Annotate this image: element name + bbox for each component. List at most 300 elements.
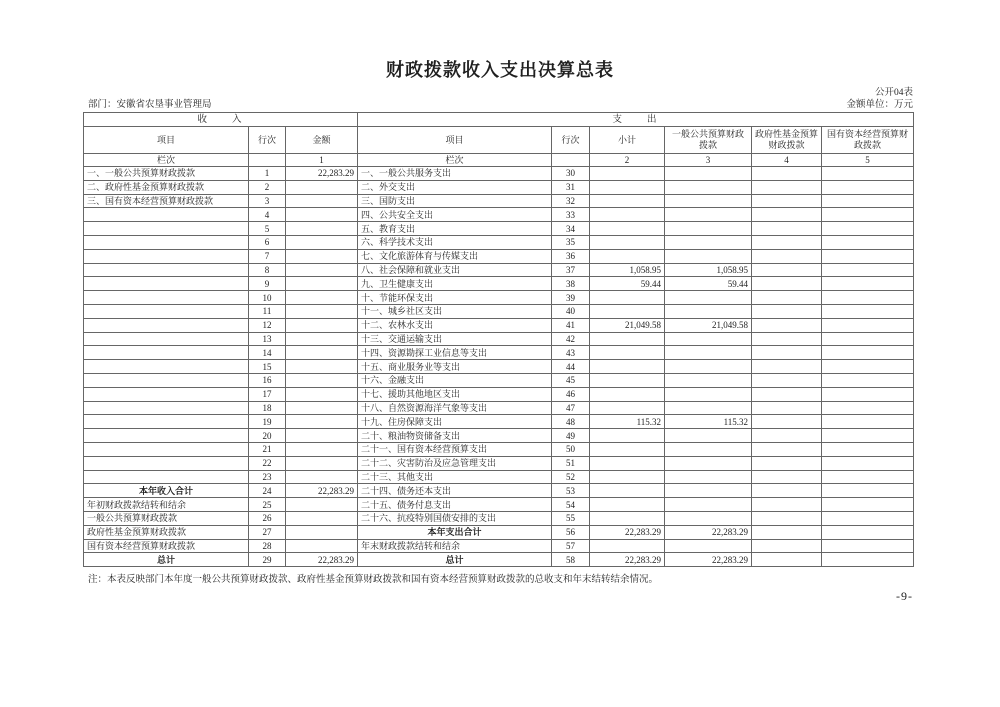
expenditure-general-budget-cell: 21,049.58 [665, 318, 752, 332]
expenditure-gov-fund-cell [752, 442, 822, 456]
expenditure-line-cell: 36 [552, 249, 590, 263]
expenditure-general-budget-cell [665, 332, 752, 346]
income-line-cell: 28 [249, 539, 286, 553]
income-item-cell [84, 429, 249, 443]
expenditure-state-capital-cell [822, 373, 914, 387]
expenditure-gov-fund-cell [752, 222, 822, 236]
income-item-cell [84, 456, 249, 470]
expenditure-general-budget-cell: 59.44 [665, 277, 752, 291]
income-line-cell: 26 [249, 511, 286, 525]
expenditure-subtotal-cell [590, 539, 665, 553]
expenditure-state-capital-cell [822, 415, 914, 429]
income-line-cell: 25 [249, 498, 286, 512]
col-state-capital-appropriation: 国有资本经营预算财政拨款 [822, 127, 914, 154]
expenditure-line-cell: 43 [552, 346, 590, 360]
income-line-cell: 16 [249, 373, 286, 387]
income-amount-cell [286, 387, 358, 401]
income-amount-cell [286, 235, 358, 249]
expenditure-subtotal-cell [590, 401, 665, 415]
meta-line [83, 96, 913, 110]
expenditure-state-capital-cell [822, 304, 914, 318]
expenditure-subtotal-cell: 115.32 [590, 415, 665, 429]
income-line-cell: 10 [249, 291, 286, 305]
table-row [84, 401, 914, 415]
expenditure-general-budget-cell: 22,283.29 [665, 525, 752, 539]
income-amount-cell [286, 263, 358, 277]
expenditure-subtotal-cell [590, 180, 665, 194]
expenditure-item-cell: 一、一般公共服务支出 [358, 167, 552, 181]
colidx-3: 3 [665, 154, 752, 167]
expenditure-item-cell: 十四、资源勘探工业信息等支出 [358, 346, 552, 360]
table-row [84, 429, 914, 443]
column-header-row [84, 127, 914, 154]
expenditure-subtotal-cell [590, 291, 665, 305]
expenditure-gov-fund-cell [752, 332, 822, 346]
income-item-cell: 三、国有资本经营预算财政拨款 [84, 194, 249, 208]
table-row [84, 346, 914, 360]
income-line-cell: 23 [249, 470, 286, 484]
income-item-cell: 年初财政拨款结转和结余 [84, 498, 249, 512]
expenditure-state-capital-cell [822, 360, 914, 374]
expenditure-state-capital-cell [822, 553, 914, 567]
expenditure-subtotal-cell [590, 484, 665, 498]
expenditure-subtotal-cell [590, 456, 665, 470]
expenditure-general-budget-cell [665, 511, 752, 525]
income-item-cell [84, 235, 249, 249]
table-row [84, 277, 914, 291]
expenditure-state-capital-cell [822, 222, 914, 236]
expenditure-general-budget-cell [665, 180, 752, 194]
expenditure-section-header: 支 出 [358, 113, 914, 127]
expenditure-general-budget-cell [665, 346, 752, 360]
table-row [84, 304, 914, 318]
expenditure-general-budget-cell [665, 304, 752, 318]
income-line-cell: 21 [249, 442, 286, 456]
colidx-income-label: 栏次 [84, 154, 249, 167]
expenditure-gov-fund-cell [752, 304, 822, 318]
income-amount-cell [286, 415, 358, 429]
expenditure-line-cell: 49 [552, 429, 590, 443]
expenditure-general-budget-cell [665, 194, 752, 208]
expenditure-subtotal-cell [590, 387, 665, 401]
col-gov-fund-appropriation: 政府性基金预算财政拨款 [752, 127, 822, 154]
expenditure-line-cell: 38 [552, 277, 590, 291]
table-row [84, 263, 914, 277]
expenditure-line-cell: 35 [552, 235, 590, 249]
expenditure-line-cell: 40 [552, 304, 590, 318]
expenditure-subtotal-cell [590, 511, 665, 525]
expenditure-state-capital-cell [822, 277, 914, 291]
expenditure-general-budget-cell [665, 470, 752, 484]
income-line-cell: 18 [249, 401, 286, 415]
table-row [84, 318, 914, 332]
expenditure-general-budget-cell: 22,283.29 [665, 553, 752, 567]
expenditure-general-budget-cell [665, 222, 752, 236]
income-amount-cell [286, 249, 358, 263]
income-item-cell [84, 332, 249, 346]
income-line-cell: 14 [249, 346, 286, 360]
income-amount-cell [286, 539, 358, 553]
table-row [84, 553, 914, 567]
expenditure-state-capital-cell [822, 401, 914, 415]
colidx-expenditure-line [552, 154, 590, 167]
col-income-amount: 金额 [286, 127, 358, 154]
expenditure-line-cell: 58 [552, 553, 590, 567]
income-item-cell [84, 415, 249, 429]
colidx-income-line [249, 154, 286, 167]
col-expenditure-subtotal: 小计 [590, 127, 665, 154]
expenditure-item-cell: 十六、金融支出 [358, 373, 552, 387]
income-line-cell: 27 [249, 525, 286, 539]
expenditure-state-capital-cell [822, 498, 914, 512]
income-line-cell: 6 [249, 235, 286, 249]
expenditure-line-cell: 47 [552, 401, 590, 415]
income-line-cell: 22 [249, 456, 286, 470]
expenditure-item-cell: 年末财政拨款结转和结余 [358, 539, 552, 553]
income-amount-cell [286, 360, 358, 374]
income-item-cell [84, 208, 249, 222]
expenditure-item-cell: 十二、农林水支出 [358, 318, 552, 332]
expenditure-subtotal-cell: 22,283.29 [590, 553, 665, 567]
income-line-cell: 1 [249, 167, 286, 181]
income-item-cell [84, 304, 249, 318]
expenditure-line-cell: 54 [552, 498, 590, 512]
expenditure-subtotal-cell [590, 222, 665, 236]
income-amount-cell [286, 304, 358, 318]
expenditure-subtotal-cell [590, 194, 665, 208]
income-amount-cell [286, 277, 358, 291]
expenditure-gov-fund-cell [752, 387, 822, 401]
income-line-cell: 17 [249, 387, 286, 401]
expenditure-state-capital-cell [822, 167, 914, 181]
expenditure-subtotal-cell [590, 235, 665, 249]
expenditure-line-cell: 44 [552, 360, 590, 374]
income-item-cell: 国有资本经营预算财政拨款 [84, 539, 249, 553]
expenditure-item-cell: 本年支出合计 [358, 525, 552, 539]
income-amount-cell [286, 318, 358, 332]
expenditure-line-cell: 55 [552, 511, 590, 525]
expenditure-item-cell: 总计 [358, 553, 552, 567]
expenditure-general-budget-cell [665, 167, 752, 181]
expenditure-gov-fund-cell [752, 525, 822, 539]
expenditure-state-capital-cell [822, 456, 914, 470]
table-row [84, 525, 914, 539]
expenditure-general-budget-cell [665, 498, 752, 512]
col-general-budget-appropriation: 一般公共预算财政拨款 [665, 127, 752, 154]
col-income-line: 行次 [249, 127, 286, 154]
expenditure-gov-fund-cell [752, 263, 822, 277]
expenditure-gov-fund-cell [752, 291, 822, 305]
table-row [84, 484, 914, 498]
expenditure-general-budget-cell [665, 387, 752, 401]
expenditure-gov-fund-cell [752, 498, 822, 512]
expenditure-state-capital-cell [822, 470, 914, 484]
table-row [84, 222, 914, 236]
expenditure-gov-fund-cell [752, 484, 822, 498]
income-amount-cell [286, 180, 358, 194]
income-section-header: 收 入 [84, 113, 358, 127]
colidx-5: 5 [822, 154, 914, 167]
expenditure-gov-fund-cell [752, 401, 822, 415]
expenditure-line-cell: 56 [552, 525, 590, 539]
expenditure-general-budget-cell [665, 360, 752, 374]
expenditure-item-cell: 十一、城乡社区支出 [358, 304, 552, 318]
expenditure-subtotal-cell: 21,049.58 [590, 318, 665, 332]
expenditure-general-budget-cell [665, 208, 752, 222]
expenditure-line-cell: 32 [552, 194, 590, 208]
budget-table [83, 112, 914, 567]
income-amount-cell [286, 332, 358, 346]
expenditure-item-cell: 二十一、国有资本经营预算支出 [358, 442, 552, 456]
expenditure-gov-fund-cell [752, 249, 822, 263]
expenditure-gov-fund-cell [752, 194, 822, 208]
income-line-cell: 8 [249, 263, 286, 277]
income-line-cell: 13 [249, 332, 286, 346]
expenditure-general-budget-cell [665, 456, 752, 470]
expenditure-line-cell: 33 [552, 208, 590, 222]
income-line-cell: 19 [249, 415, 286, 429]
income-amount-cell [286, 525, 358, 539]
table-row [84, 332, 914, 346]
expenditure-general-budget-cell [665, 484, 752, 498]
expenditure-gov-fund-cell [752, 415, 822, 429]
income-item-cell: 总计 [84, 553, 249, 567]
expenditure-state-capital-cell [822, 263, 914, 277]
expenditure-item-cell: 六、科学技术支出 [358, 235, 552, 249]
table-row [84, 291, 914, 305]
expenditure-state-capital-cell [822, 387, 914, 401]
income-amount-cell [286, 194, 358, 208]
unit-label: 金额单位：万元 [846, 100, 913, 110]
expenditure-gov-fund-cell [752, 429, 822, 443]
col-income-item: 项目 [84, 127, 249, 154]
income-item-cell [84, 442, 249, 456]
expenditure-line-cell: 34 [552, 222, 590, 236]
expenditure-general-budget-cell: 115.32 [665, 415, 752, 429]
expenditure-line-cell: 46 [552, 387, 590, 401]
expenditure-subtotal-cell: 22,283.29 [590, 525, 665, 539]
expenditure-general-budget-cell [665, 291, 752, 305]
page-number: -9- [896, 589, 913, 603]
expenditure-gov-fund-cell [752, 373, 822, 387]
table-row [84, 470, 914, 484]
expenditure-gov-fund-cell [752, 346, 822, 360]
income-amount-cell [286, 442, 358, 456]
expenditure-item-cell: 二十四、债务还本支出 [358, 484, 552, 498]
expenditure-state-capital-cell [822, 291, 914, 305]
expenditure-item-cell: 四、公共安全支出 [358, 208, 552, 222]
expenditure-subtotal-cell: 59.44 [590, 277, 665, 291]
income-item-cell [84, 470, 249, 484]
expenditure-general-budget-cell [665, 442, 752, 456]
income-amount-cell [286, 222, 358, 236]
income-item-cell [84, 318, 249, 332]
expenditure-line-cell: 52 [552, 470, 590, 484]
income-amount-cell [286, 373, 358, 387]
expenditure-state-capital-cell [822, 429, 914, 443]
income-line-cell: 29 [249, 553, 286, 567]
table-row [84, 373, 914, 387]
expenditure-line-cell: 50 [552, 442, 590, 456]
income-amount-cell: 22,283.29 [286, 167, 358, 181]
expenditure-item-cell: 十五、商业服务业等支出 [358, 360, 552, 374]
expenditure-state-capital-cell [822, 539, 914, 553]
expenditure-gov-fund-cell [752, 235, 822, 249]
expenditure-line-cell: 41 [552, 318, 590, 332]
income-item-cell [84, 387, 249, 401]
expenditure-item-cell: 五、教育支出 [358, 222, 552, 236]
expenditure-general-budget-cell: 1,058.95 [665, 263, 752, 277]
table-row [84, 180, 914, 194]
colidx-2: 2 [590, 154, 665, 167]
income-amount-cell [286, 346, 358, 360]
expenditure-general-budget-cell [665, 401, 752, 415]
expenditure-line-cell: 42 [552, 332, 590, 346]
column-index-row [84, 154, 914, 167]
expenditure-subtotal-cell [590, 442, 665, 456]
page-title: 财政拨款收入支出决算总表 [386, 60, 614, 80]
expenditure-state-capital-cell [822, 346, 914, 360]
table-row [84, 235, 914, 249]
expenditure-item-cell: 三、国防支出 [358, 194, 552, 208]
table-row [84, 360, 914, 374]
expenditure-state-capital-cell [822, 180, 914, 194]
expenditure-item-cell: 二十三、其他支出 [358, 470, 552, 484]
table-row [84, 442, 914, 456]
income-item-cell [84, 346, 249, 360]
expenditure-subtotal-cell [590, 304, 665, 318]
expenditure-line-cell: 30 [552, 167, 590, 181]
table-row [84, 415, 914, 429]
expenditure-item-cell: 七、文化旅游体育与传媒支出 [358, 249, 552, 263]
table-row [84, 249, 914, 263]
income-amount-cell: 22,283.29 [286, 553, 358, 567]
expenditure-general-budget-cell [665, 235, 752, 249]
income-amount-cell [286, 456, 358, 470]
expenditure-item-cell: 二十六、抗疫特别国债安排的支出 [358, 511, 552, 525]
table-body [84, 167, 914, 567]
expenditure-gov-fund-cell [752, 167, 822, 181]
expenditure-line-cell: 53 [552, 484, 590, 498]
income-line-cell: 2 [249, 180, 286, 194]
expenditure-gov-fund-cell [752, 539, 822, 553]
income-item-cell [84, 401, 249, 415]
expenditure-gov-fund-cell [752, 553, 822, 567]
expenditure-item-cell: 二十、粮油物资储备支出 [358, 429, 552, 443]
expenditure-general-budget-cell [665, 249, 752, 263]
expenditure-state-capital-cell [822, 442, 914, 456]
colidx-4: 4 [752, 154, 822, 167]
expenditure-state-capital-cell [822, 511, 914, 525]
expenditure-subtotal-cell [590, 429, 665, 443]
income-line-cell: 11 [249, 304, 286, 318]
expenditure-line-cell: 45 [552, 373, 590, 387]
expenditure-item-cell: 十八、自然资源海洋气象等支出 [358, 401, 552, 415]
table-row [84, 194, 914, 208]
expenditure-line-cell: 31 [552, 180, 590, 194]
income-line-cell: 3 [249, 194, 286, 208]
expenditure-state-capital-cell [822, 484, 914, 498]
colidx-1: 1 [286, 154, 358, 167]
expenditure-line-cell: 57 [552, 539, 590, 553]
expenditure-state-capital-cell [822, 525, 914, 539]
expenditure-gov-fund-cell [752, 456, 822, 470]
colidx-expenditure-label: 栏次 [358, 154, 552, 167]
expenditure-state-capital-cell [822, 194, 914, 208]
expenditure-general-budget-cell [665, 429, 752, 443]
income-line-cell: 4 [249, 208, 286, 222]
expenditure-item-cell: 十、节能环保支出 [358, 291, 552, 305]
expenditure-item-cell: 十三、交通运输支出 [358, 332, 552, 346]
expenditure-item-cell: 十九、住房保障支出 [358, 415, 552, 429]
expenditure-state-capital-cell [822, 318, 914, 332]
income-item-cell: 政府性基金预算财政拨款 [84, 525, 249, 539]
income-amount-cell [286, 429, 358, 443]
expenditure-gov-fund-cell [752, 277, 822, 291]
expenditure-state-capital-cell [822, 235, 914, 249]
income-line-cell: 20 [249, 429, 286, 443]
income-amount-cell [286, 208, 358, 222]
expenditure-item-cell: 十七、援助其他地区支出 [358, 387, 552, 401]
table-row [84, 208, 914, 222]
table-row [84, 167, 914, 181]
income-line-cell: 5 [249, 222, 286, 236]
expenditure-subtotal-cell [590, 373, 665, 387]
income-item-cell [84, 373, 249, 387]
col-expenditure-line: 行次 [552, 127, 590, 154]
expenditure-subtotal-cell: 1,058.95 [590, 263, 665, 277]
income-amount-cell [286, 401, 358, 415]
income-line-cell: 15 [249, 360, 286, 374]
income-amount-cell: 22,283.29 [286, 484, 358, 498]
table-row [84, 511, 914, 525]
table-row [84, 539, 914, 553]
expenditure-subtotal-cell [590, 498, 665, 512]
expenditure-subtotal-cell [590, 360, 665, 374]
table-row [84, 456, 914, 470]
table-row [84, 498, 914, 512]
income-line-cell: 12 [249, 318, 286, 332]
income-item-cell: 本年收入合计 [84, 484, 249, 498]
expenditure-item-cell: 二十五、债务付息支出 [358, 498, 552, 512]
table-row [84, 387, 914, 401]
income-item-cell: 一、一般公共预算财政拨款 [84, 167, 249, 181]
income-line-cell: 24 [249, 484, 286, 498]
expenditure-subtotal-cell [590, 346, 665, 360]
expenditure-general-budget-cell [665, 539, 752, 553]
expenditure-subtotal-cell [590, 208, 665, 222]
expenditure-item-cell: 二、外交支出 [358, 180, 552, 194]
section-header-row [84, 113, 914, 127]
expenditure-subtotal-cell [590, 167, 665, 181]
expenditure-subtotal-cell [590, 470, 665, 484]
expenditure-subtotal-cell [590, 249, 665, 263]
expenditure-gov-fund-cell [752, 470, 822, 484]
expenditure-line-cell: 48 [552, 415, 590, 429]
income-item-cell: 一般公共预算财政拨款 [84, 511, 249, 525]
income-item-cell [84, 291, 249, 305]
expenditure-gov-fund-cell [752, 318, 822, 332]
expenditure-gov-fund-cell [752, 208, 822, 222]
income-line-cell: 7 [249, 249, 286, 263]
income-item-cell: 二、政府性基金预算财政拨款 [84, 180, 249, 194]
expenditure-item-cell: 九、卫生健康支出 [358, 277, 552, 291]
department-label: 部门：安徽省农垦事业管理局 [88, 100, 212, 110]
income-item-cell [84, 277, 249, 291]
expenditure-state-capital-cell [822, 208, 914, 222]
expenditure-line-cell: 37 [552, 263, 590, 277]
income-amount-cell [286, 470, 358, 484]
